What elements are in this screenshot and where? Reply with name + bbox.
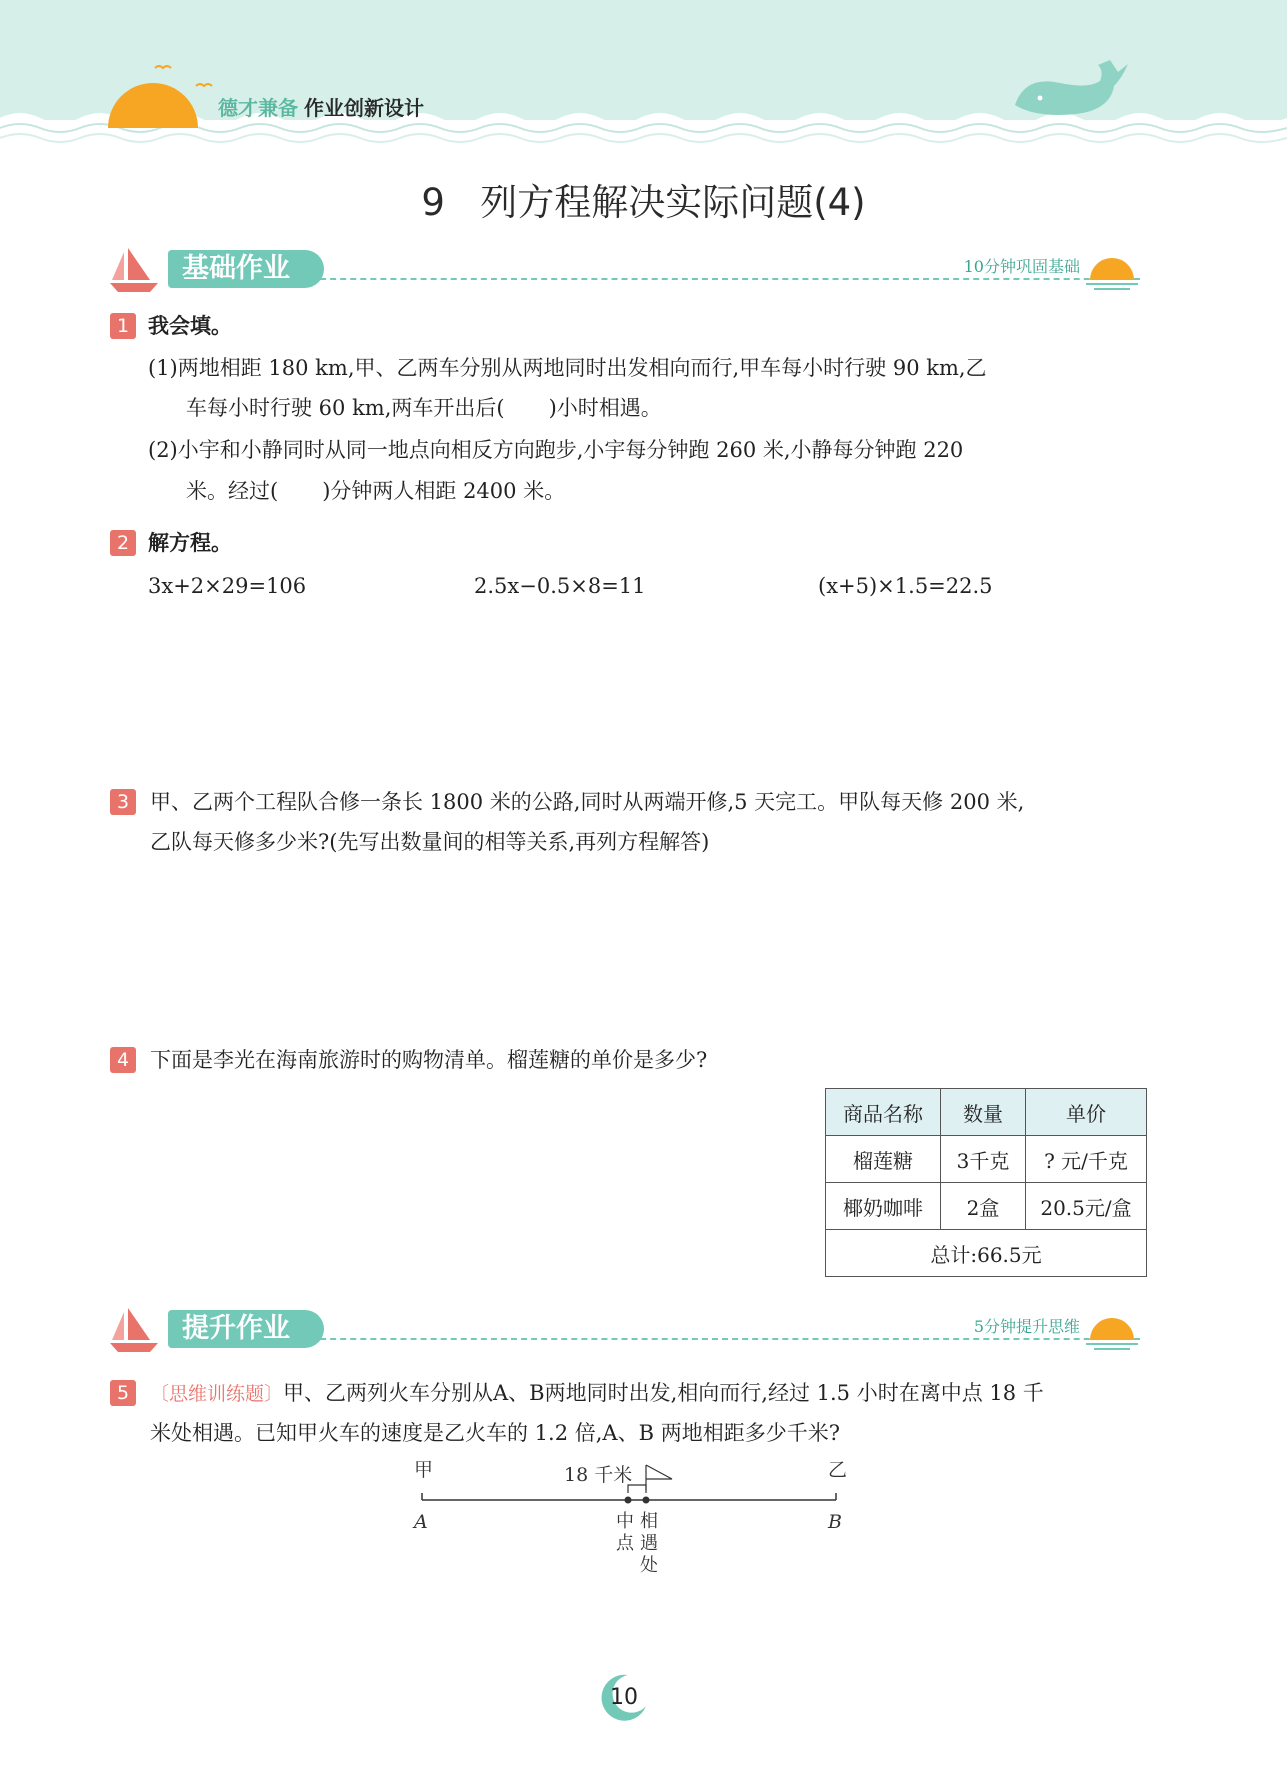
brand-green: 德才兼备 xyxy=(218,96,298,120)
label-yi: 乙 xyxy=(828,1459,848,1481)
q1-heading: 我会填。 xyxy=(148,313,232,338)
q4-text: 下面是李光在海南旅游时的购物清单。榴莲糖的单价是多少? xyxy=(150,1048,708,1072)
section-label-basic: 基础作业 xyxy=(168,250,324,288)
brand-title xyxy=(218,92,424,121)
label-midpoint-1: 中 xyxy=(616,1511,634,1532)
flag-icon xyxy=(646,1465,672,1490)
meeting-diagram xyxy=(400,1455,860,1575)
question-number-4: 4 xyxy=(110,1047,136,1073)
label-distance: 18 千米 xyxy=(564,1464,633,1486)
section-hint-basic: 10分钟巩固基础 xyxy=(963,257,1080,276)
q1-part1-line2 xyxy=(186,388,662,428)
table-cell: 2盒 xyxy=(941,1183,1026,1230)
q3-line1: 甲、乙两个工程队合修一条长 1800 米的公路,同时从两端开修,5 天完工。甲队每天修 200 米, xyxy=(150,790,1025,814)
q1-part2-line1: (2)小宇和小静同时从同一地点向相反方向跑步,小宇每分钟跑 260 米,小静每分钟跑 220 xyxy=(148,438,964,462)
sun-icon xyxy=(1084,1312,1140,1352)
q1-part1-line1: (1)两地相距 180 km,甲、乙两车分别从两地同时出发相向而行,甲车每小时行驶 90 km,乙 xyxy=(148,356,987,380)
midpoint-dot xyxy=(625,1497,632,1504)
sailboat-icon xyxy=(110,1304,160,1354)
question-number-3: 3 xyxy=(110,789,136,815)
table-header: 数量 xyxy=(941,1089,1026,1136)
label-b: B xyxy=(828,1511,842,1533)
table-cell: ? 元/千克 xyxy=(1026,1136,1147,1183)
table-cell: 椰奶咖啡 xyxy=(826,1183,941,1230)
question-number-1: 1 xyxy=(110,313,136,339)
dashed-divider xyxy=(300,278,1140,280)
table-header-row xyxy=(826,1089,1147,1136)
table-cell: 3千克 xyxy=(941,1136,1026,1183)
label-a: A xyxy=(414,1511,428,1533)
table-row xyxy=(826,1136,1147,1183)
table-header: 商品名称 xyxy=(826,1089,941,1136)
header-banner xyxy=(0,0,1287,150)
equation-3: (x+5)×1.5=22.5 xyxy=(818,574,993,598)
table-total-row xyxy=(826,1230,1147,1277)
section-banner-basic xyxy=(110,244,1150,294)
table-cell: 20.5元/盒 xyxy=(1026,1183,1147,1230)
thinking-tag: 〔思维训练题〕 xyxy=(150,1383,284,1405)
page-number: 10 xyxy=(610,1685,638,1710)
section-label-advanced: 提升作业 xyxy=(168,1310,324,1348)
label-meeting-2: 遇 xyxy=(640,1533,658,1554)
sailboat-icon xyxy=(110,244,160,294)
equation-1: 3x+2×29=106 xyxy=(148,574,307,598)
q5-line1-text: 甲、乙两列火车分别从A、B两地同时出发,相向而行,经过 1.5 小时在离中点 18 千 xyxy=(283,1381,1044,1405)
question-number-5: 5 xyxy=(110,1380,136,1406)
q1-part2-line2 xyxy=(186,471,565,511)
sun-icon xyxy=(1084,252,1140,292)
brand-dark: 作业创新设计 xyxy=(304,96,424,120)
section-hint-advanced: 5分钟提升思维 xyxy=(973,1317,1080,1336)
q3-line2: 乙队每天修多少米?(先写出数量间的相等关系,再列方程解答) xyxy=(150,830,710,854)
table-cell: 榴莲糖 xyxy=(826,1136,941,1183)
shopping-list-table xyxy=(825,1088,1147,1277)
dashed-divider xyxy=(300,1338,1140,1340)
equation-2: 2.5x−0.5×8=11 xyxy=(474,574,646,598)
q5-line2: 米处相遇。已知甲火车的速度是乙火车的 1.2 倍,A、B 两地相距多少千米? xyxy=(150,1421,840,1445)
meeting-dot xyxy=(643,1497,650,1504)
label-meeting-3: 处 xyxy=(640,1555,658,1575)
label-jia: 甲 xyxy=(414,1459,434,1481)
q1-part1-text-a: 车每小时行驶 60 km,两车开出后( xyxy=(186,396,505,420)
label-midpoint-2: 点 xyxy=(616,1533,634,1554)
table-total: 总计:66.5元 xyxy=(826,1230,1147,1277)
table-header: 单价 xyxy=(1026,1089,1147,1136)
q1-part2-text-b: )分钟两人相距 2400 米。 xyxy=(322,479,566,503)
label-meeting-1: 相 xyxy=(640,1511,658,1532)
q2-heading: 解方程。 xyxy=(148,530,232,555)
table-row xyxy=(826,1183,1147,1230)
question-number-2: 2 xyxy=(110,530,136,556)
distance-bracket xyxy=(628,1485,646,1493)
page-title: 9 列方程解决实际问题(4) xyxy=(421,181,866,224)
q1-part1-text-b: )小时相遇。 xyxy=(548,396,662,420)
section-banner-advanced xyxy=(110,1304,1150,1354)
q5-line1 xyxy=(150,1373,1044,1414)
q1-part2-text-a: 米。经过( xyxy=(186,479,279,503)
